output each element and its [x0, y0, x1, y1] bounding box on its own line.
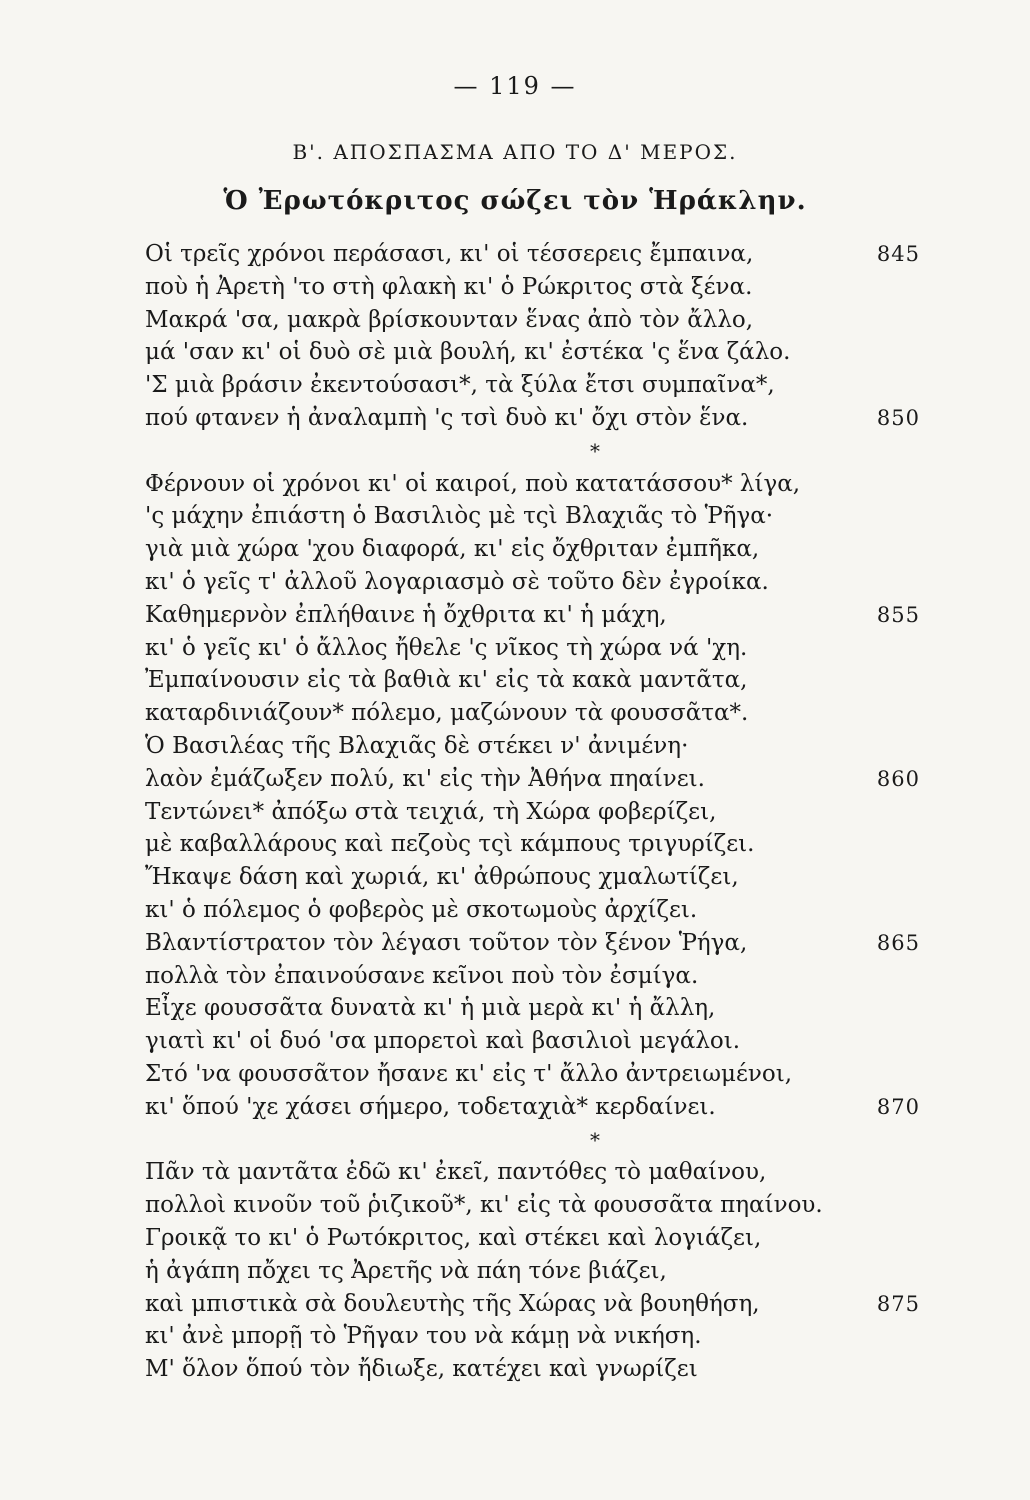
- verse-text: κι' ἀνὲ μπορῇ τὸ Ῥῆγαν του νὰ κάμῃ νὰ νικήση.: [145, 1323, 702, 1350]
- verse-line: [145, 730, 905, 763]
- verse-text: κι' ὁ γεῖς κι' ὁ ἄλλος ἤθελε 'ς νῖκος τὴ χώρα νά 'χη.: [145, 634, 748, 661]
- verse-line: [145, 500, 905, 533]
- verse-line: [145, 1288, 920, 1321]
- verse-line: [145, 1320, 905, 1353]
- verse-text: Ἤκαψε δάση καὶ χωριά, κι' ἀθρώπους χμαλωτίζει,: [145, 864, 739, 891]
- verse-line: [145, 632, 905, 665]
- verse-line: [145, 828, 905, 861]
- verse-line: [145, 402, 920, 435]
- verse-line: [145, 336, 905, 369]
- verse-text: Φέρνουν οἱ χρόνοι κι' οἱ καιροί, ποὺ κατατάσσου* λίγα,: [145, 470, 801, 497]
- verse-text: πού φτανεν ἡ ἀναλαμπὴ 'ς τσὶ δυὸ κι' ὄχι στὸν ἕνα.: [145, 404, 749, 431]
- verse-text: ποὺ ἡ Ἀρετὴ 'το στὴ φλακὴ κι' ὁ Ρώκριτος στὰ ξένα.: [145, 273, 753, 300]
- verse-line: [145, 861, 905, 894]
- verse-line: [145, 1255, 905, 1288]
- verse-text: κι' ὅπού 'χε χάσει σήμερο, τοδεταχιὰ* κερδαίνει.: [145, 1093, 716, 1120]
- verse-text: Μ' ὅλον ὅπού τὸν ἤδιωξε, κατέχει καὶ γνωρίζει: [145, 1356, 698, 1383]
- verse-text: ἡ ἀγάπη πὄχει τς Ἀρετῆς νὰ πάη τόνε βιάζει,: [145, 1257, 667, 1284]
- verse-line: [145, 468, 905, 501]
- poem-body: [145, 238, 920, 1386]
- line-number: 845: [876, 242, 920, 266]
- verse-text: Βλαντίστρατον τὸν λέγασι τοῦτον τὸν ξένον Ῥήγα,: [145, 929, 748, 956]
- verse-line: [145, 960, 905, 993]
- line-number: 875: [876, 1291, 920, 1316]
- verse-line: [145, 796, 905, 829]
- verse-text: κι' ὁ πόλεμος ὁ φοβερὸς μὲ σκοτωμοὺς ἀρχίζει.: [145, 896, 698, 923]
- verse-line: [145, 894, 905, 927]
- verse-line: [145, 697, 905, 730]
- verse-line: [145, 238, 920, 271]
- verse-line: [145, 1091, 920, 1124]
- verse-text: Εἶχε φουσσᾶτα δυνατὰ κι' ἡ μιὰ μερὰ κι' ἡ ἄλλη,: [145, 995, 716, 1022]
- verse-text: 'Σ μιὰ βράσιν ἐκεντούσασι*, τὰ ξύλα ἔτσι συμπαῖνα*,: [145, 372, 775, 399]
- verse-line: [145, 1156, 905, 1189]
- verse-text: γιὰ μιὰ χώρα 'χου διαφορά, κι' εἰς ὄχθριταν ἐμπῆκα,: [145, 536, 760, 563]
- stanza-separator: *: [590, 438, 600, 463]
- verse-text: 'ς μάχην ἐπιάστη ὁ Βασιλιὸς μὲ τςὶ Βλαχιᾶς τὸ Ῥῆγα·: [145, 503, 774, 530]
- verse-line: [145, 369, 905, 402]
- verse-text: Μακρά 'σα, μακρὰ βρίσκουνταν ἕνας ἀπὸ τὸν ἄλλο,: [145, 306, 754, 333]
- verse-text: Ὁ Βασιλέας τῆς Βλαχιᾶς δὲ στέκει ν' ἀνιμένη·: [145, 732, 689, 759]
- verse-line: [145, 1222, 905, 1255]
- verse-text: Στό 'να φουσσᾶτον ἤσανε κι' εἰς τ' ἄλλο ἀντρειωμένοι,: [145, 1060, 793, 1087]
- line-number: 860: [876, 766, 920, 791]
- section-heading: Β'. ΑΠΟΣΠΑΣΜΑ ΑΠΟ ΤΟ Δ' ΜΕΡΟΣ.: [292, 140, 738, 164]
- page-number: — 119 —: [453, 72, 577, 100]
- verse-line: [145, 1189, 905, 1222]
- verse-line: [145, 533, 905, 566]
- verse-text: Καθημερνὸν ἐπλήθαινε ἡ ὄχθριτα κι' ἡ μάχη,: [145, 601, 667, 628]
- verse-text: καταρδινιάζουν* πόλεμο, μαζώνουν τὰ φουσσᾶτα*.: [145, 700, 749, 727]
- verse-text: Γροικᾷ το κι' ὁ Ρωτόκριτος, καὶ στέκει καὶ λογιάζει,: [145, 1224, 762, 1251]
- verse-line: [145, 566, 905, 599]
- verse-line: [145, 992, 905, 1025]
- verse-text: καὶ μπιστικὰ σὰ δουλευτὴς τῆς Χώρας νὰ βουηθήση,: [145, 1290, 760, 1317]
- verse-line: [145, 599, 920, 632]
- stanza-separator: *: [590, 1127, 600, 1152]
- verse-text: λαὸν ἐμάζωξεν πολύ, κι' εἰς τὴν Ἀθήνα πηαίνει.: [145, 765, 705, 792]
- verse-text: Πᾶν τὰ μαντᾶτα ἐδῶ κι' ἐκεῖ, παντόθες τὸ μαθαίνου,: [145, 1159, 767, 1186]
- verse-text: κι' ὁ γεῖς τ' ἀλλοῦ λογαριασμὸ σὲ τοῦτο δὲν ἐγροίκα.: [145, 568, 769, 595]
- verse-text: πολλοὶ κινοῦν τοῦ ῥιζικοῦ*, κι' εἰς τὰ φουσσᾶτα πηαίνου.: [145, 1192, 823, 1219]
- verse-text: γιατὶ κι' οἱ δυό 'σα μπορετοὶ καὶ βασιλιοὶ μεγάλοι.: [145, 1028, 741, 1055]
- verse-text: Ἐμπαίνουσιν εἰς τὰ βαθιὰ κι' εἰς τὰ κακὰ μαντᾶτα,: [145, 667, 748, 694]
- verse-line: [145, 664, 905, 697]
- line-number: 855: [876, 602, 920, 627]
- verse-text: μὲ καβαλλάρους καὶ πεζοὺς τςὶ κάμπους τριγυρίζει.: [145, 831, 755, 858]
- verse-line: [145, 304, 905, 337]
- verse-line: [145, 1353, 905, 1386]
- verse-text: πολλὰ τὸν ἐπαινούσανε κεῖνοι ποὺ τὸν ἐσμίγα.: [145, 962, 699, 989]
- line-number: 870: [876, 1094, 920, 1119]
- verse-line: [145, 763, 920, 796]
- line-number: 850: [876, 405, 920, 430]
- verse-text: Τεντώνει* ἀπόξω στὰ τειχιά, τὴ Χώρα φοβερίζει,: [145, 798, 717, 825]
- verse-text: Οἱ τρεῖς χρόνοι περάσασι, κι' οἱ τέσσερεις ἔμπαινα,: [145, 241, 754, 267]
- verse-line: [145, 927, 920, 960]
- verse-line: [145, 271, 905, 304]
- poem-title: Ὁ Ἐρωτόκριτος σώζει τὸν Ἡράκλην.: [223, 186, 807, 216]
- verse-line: [145, 1025, 905, 1058]
- line-number: 865: [876, 930, 920, 955]
- verse-line: [145, 1058, 905, 1091]
- verse-text: μά 'σαν κι' οἱ δυὸ σὲ μιὰ βουλή, κι' ἐστέκα 'ς ἕνα ζάλο.: [145, 339, 791, 366]
